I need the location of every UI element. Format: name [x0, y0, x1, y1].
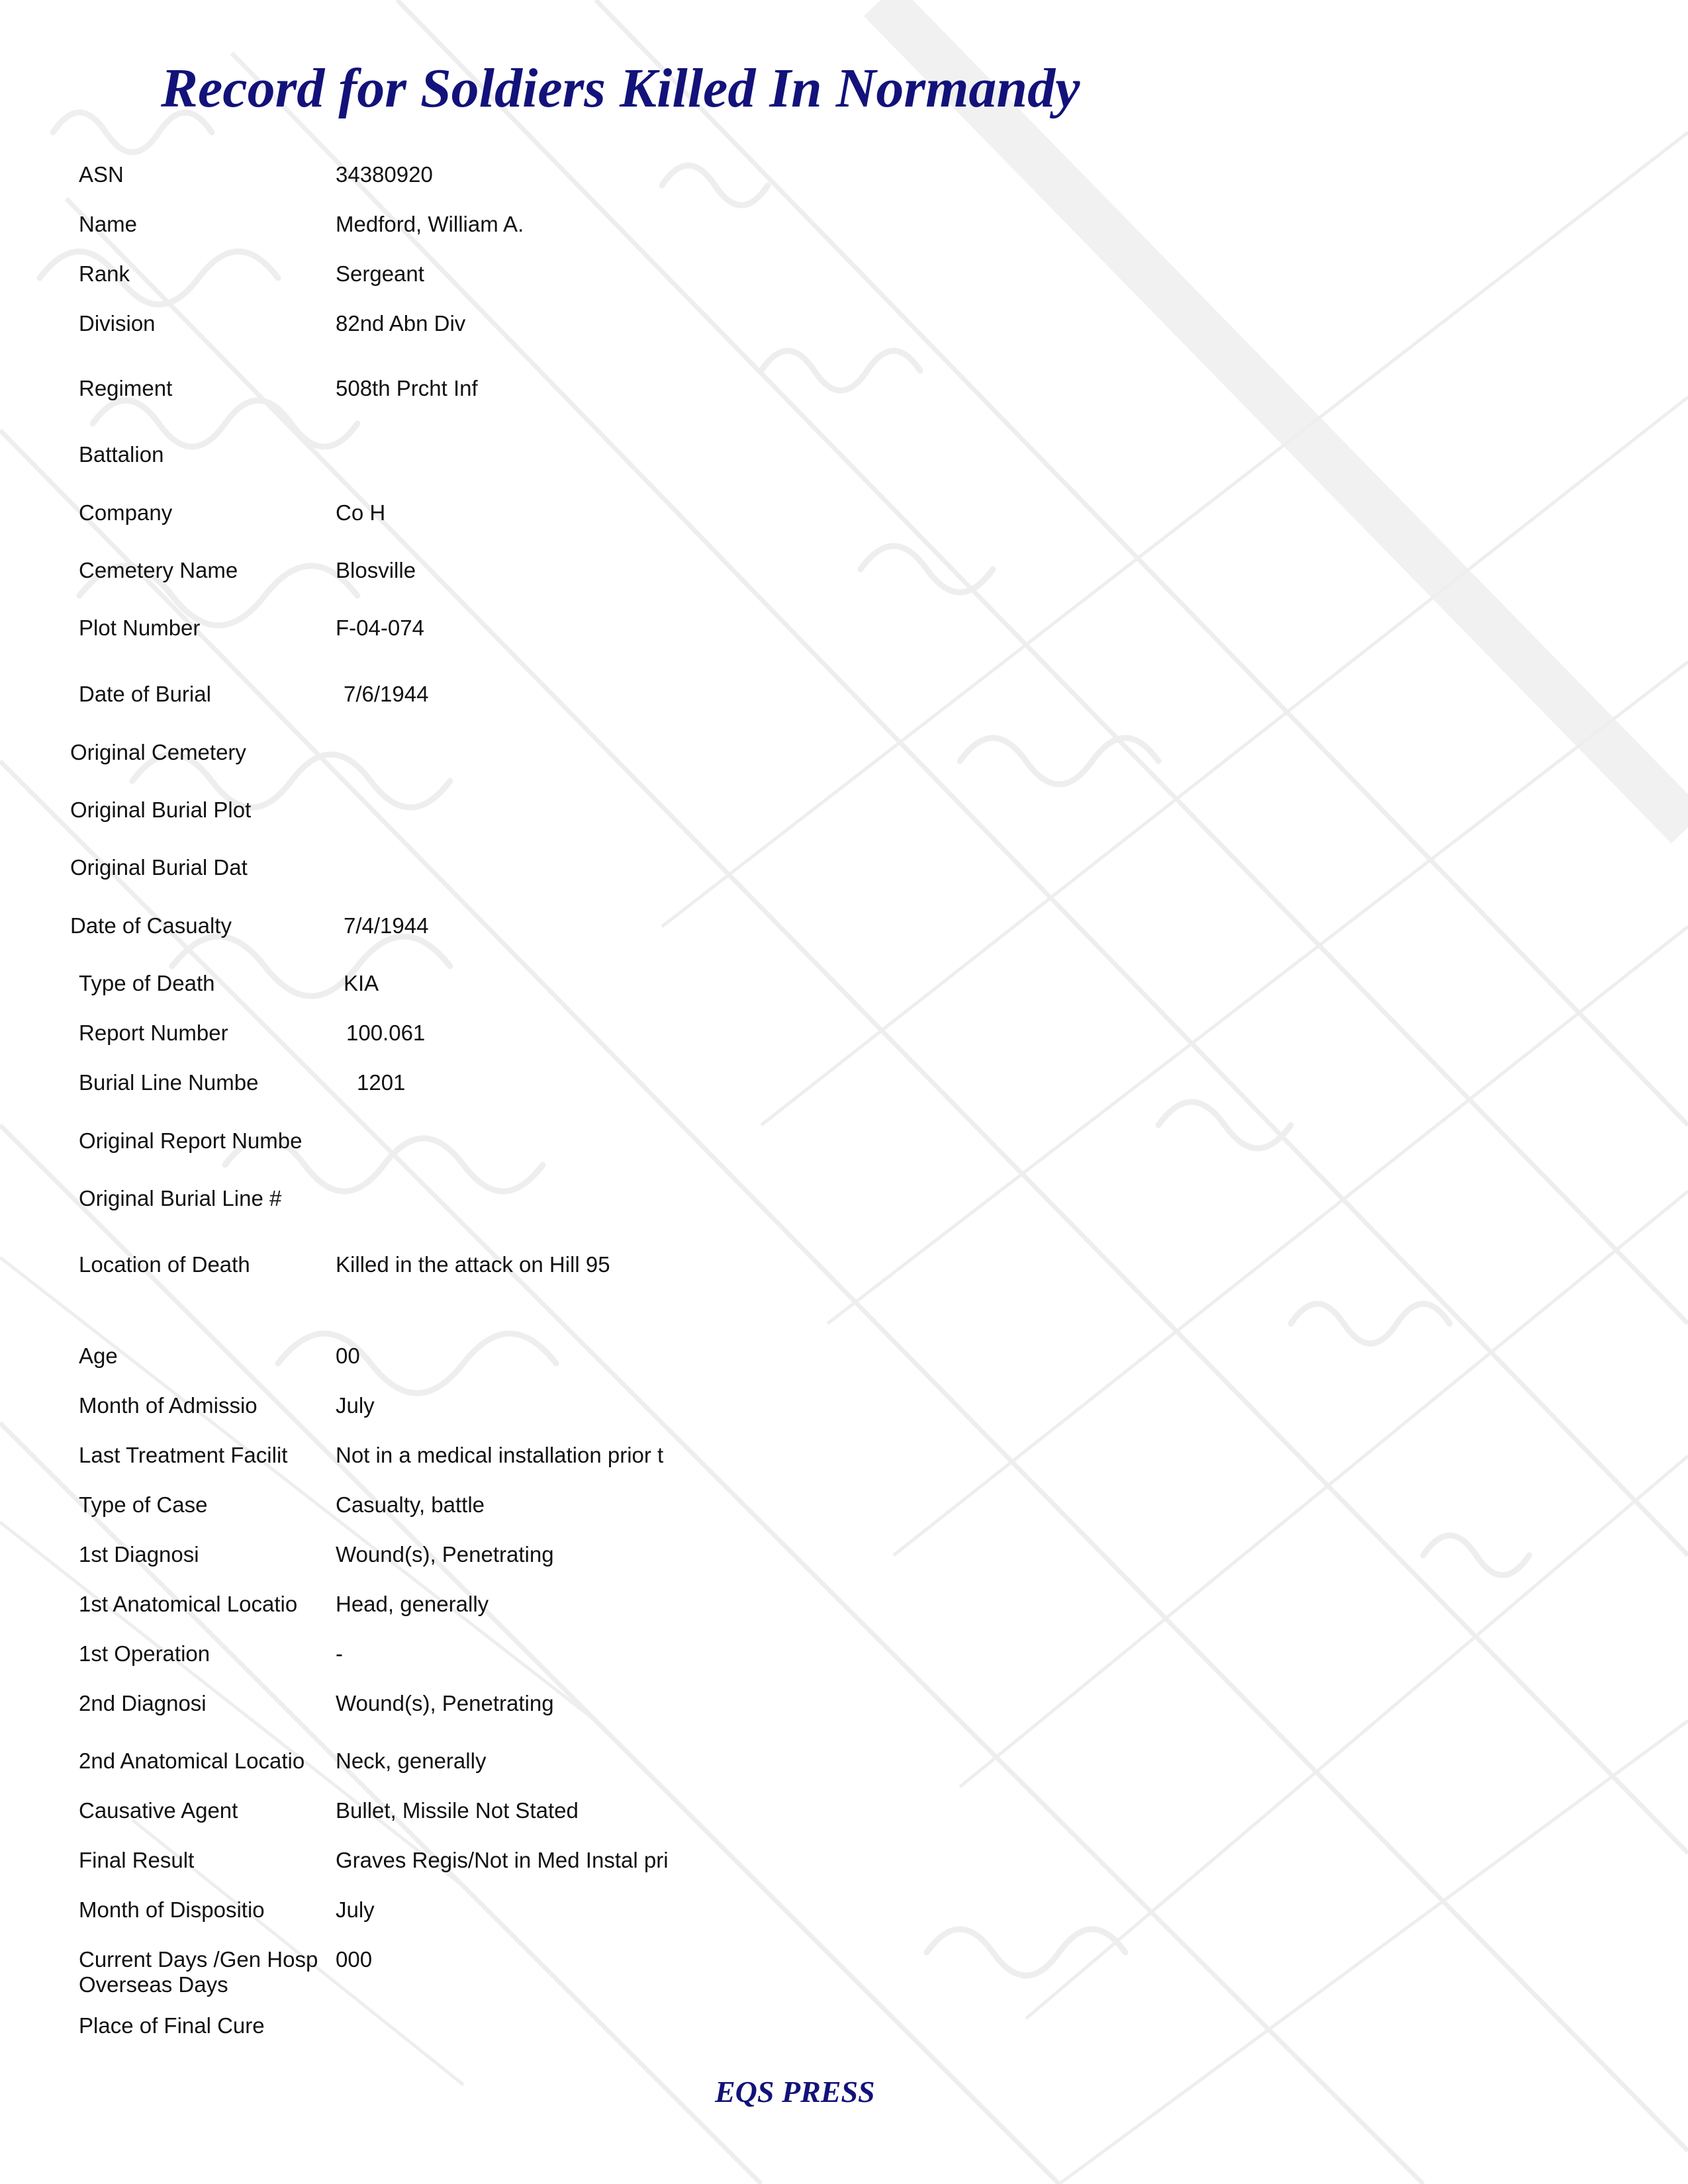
- field-value-month-of-admission: July: [336, 1393, 375, 1418]
- field-value-causative-agent: Bullet, Missile Not Stated: [336, 1798, 579, 1823]
- field-label-location-of-death: Location of Death: [79, 1252, 250, 1277]
- field-label-causative-agent: Causative Agent: [79, 1798, 238, 1823]
- field-label-original-burial-date: Original Burial Dat: [70, 855, 248, 880]
- field-value-2nd-diagnosis: Wound(s), Penetrating: [336, 1691, 554, 1715]
- field-value-month-of-disposition: July: [336, 1897, 375, 1922]
- field-value-report-number: 100.061: [346, 1021, 426, 1045]
- field-label-original-cemetery: Original Cemetery: [70, 740, 246, 764]
- publisher-footer: EQS PRESS: [715, 2075, 875, 2109]
- field-label-1st-operation: 1st Operation: [79, 1641, 211, 1666]
- field-value-division: 82nd Abn Div: [336, 311, 466, 336]
- field-value-cemetery-name: Blosville: [336, 558, 416, 582]
- field-label-month-of-admission: Month of Admissio: [79, 1393, 258, 1418]
- field-label-division: Division: [79, 311, 156, 336]
- field-label-name: Name: [79, 212, 138, 236]
- field-value-type-of-case: Casualty, battle: [336, 1492, 485, 1517]
- field-label-burial-line-number: Burial Line Numbe: [79, 1070, 259, 1095]
- field-label-1st-diagnosis: 1st Diagnosi: [79, 1542, 199, 1567]
- field-label-battalion: Battalion: [79, 442, 164, 467]
- field-label-original-burial-plot: Original Burial Plot: [70, 797, 252, 822]
- field-label-plot-number: Plot Number: [79, 615, 201, 640]
- field-label-original-report-number: Original Report Numbe: [79, 1128, 303, 1153]
- field-label-2nd-diagnosis: 2nd Diagnosi: [79, 1691, 207, 1715]
- field-value-1st-anatomical-location: Head, generally: [336, 1592, 489, 1616]
- field-label-age: Age: [79, 1343, 118, 1368]
- field-label-rank: Rank: [79, 261, 130, 286]
- field-label-regiment: Regiment: [79, 376, 173, 400]
- field-label-last-treatment-facility: Last Treatment Facilit: [79, 1443, 288, 1467]
- field-value-1st-diagnosis: Wound(s), Penetrating: [336, 1542, 554, 1567]
- field-value-location-of-death: Killed in the attack on Hill 95: [336, 1252, 610, 1277]
- field-value-name: Medford, William A.: [336, 212, 524, 236]
- field-value-company: Co H: [336, 500, 386, 525]
- field-label-asn: ASN: [79, 162, 124, 187]
- field-label-type-of-death: Type of Death: [79, 971, 215, 995]
- field-label-type-of-case: Type of Case: [79, 1492, 208, 1517]
- field-label-report-number: Report Number: [79, 1021, 228, 1045]
- field-label-1st-anatomical-location: 1st Anatomical Locatio: [79, 1592, 298, 1616]
- field-label-place-of-final-cure: Place of Final Cure: [79, 2013, 265, 2038]
- field-value-plot-number: F-04-074: [336, 615, 424, 640]
- field-label-current-days-gen-hosp: Current Days /Gen Hosp: [79, 1947, 318, 1972]
- page-title: Record for Soldiers Killed In Normandy: [161, 58, 1080, 119]
- field-value-final-result: Graves Regis/Not in Med Instal pri: [336, 1848, 669, 1872]
- field-value-burial-line-number: 1201: [357, 1070, 406, 1095]
- field-value-date-of-casualty: 7/4/1944: [344, 913, 429, 938]
- field-label-2nd-anatomical-location: 2nd Anatomical Locatio: [79, 1749, 305, 1773]
- field-value-rank: Sergeant: [336, 261, 424, 286]
- field-label-final-result: Final Result: [79, 1848, 195, 1872]
- field-value-1st-operation: -: [336, 1641, 343, 1666]
- field-label-cemetery-name: Cemetery Name: [79, 558, 238, 582]
- field-value-date-of-burial: 7/6/1944: [344, 682, 429, 706]
- field-label-date-of-burial: Date of Burial: [79, 682, 211, 706]
- field-label-month-of-disposition: Month of Dispositio: [79, 1897, 265, 1922]
- field-label-original-burial-line: Original Burial Line #: [79, 1186, 282, 1210]
- field-value-2nd-anatomical-location: Neck, generally: [336, 1749, 487, 1773]
- field-value-regiment: 508th Prcht Inf: [336, 376, 478, 400]
- field-value-age: 00: [336, 1343, 360, 1368]
- field-value-asn: 34380920: [336, 162, 433, 187]
- field-value-last-treatment-facility: Not in a medical installation prior t: [336, 1443, 664, 1467]
- field-value-current-days-gen-hosp: 000: [336, 1947, 373, 1972]
- field-label-date-of-casualty: Date of Casualty: [70, 913, 232, 938]
- field-value-type-of-death: KIA: [344, 971, 379, 995]
- field-label-company: Company: [79, 500, 173, 525]
- field-label-overseas-days: Overseas Days: [79, 1972, 228, 1997]
